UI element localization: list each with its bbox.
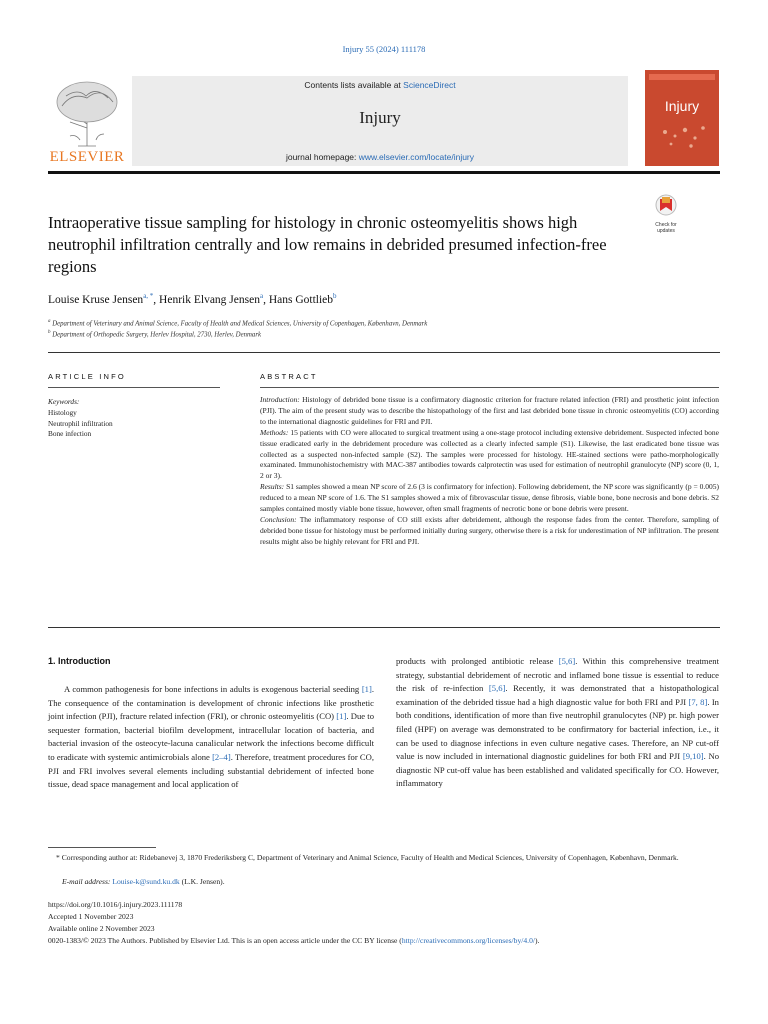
paragraph-text: A common pathogenesis for bone infections in adults is exogenous bacterial seeding xyxy=(64,684,362,694)
author-affiliation-mark[interactable]: a, * xyxy=(143,292,154,300)
citation-link[interactable]: [5,6] xyxy=(488,683,506,694)
paragraph-text: . In both conditions, identification of more than five neutrophil granulocytes (NP) pr. high power filed (HPF) on average was demonstrated to be confirmatory for bacterial infection, i.e., it can be used to diagnose infections in even culture negative cases. Therefore, an NP cut-off value is now included in international diagnostic guidelines for both FRI and PJI xyxy=(396,696,719,762)
elsevier-tree-icon xyxy=(48,76,126,148)
journal-reference[interactable]: Injury 55 (2024) 111178 xyxy=(342,44,426,54)
keyword-item: Histology xyxy=(48,407,77,417)
paragraph-text: . No diagnostic NP cut-off value has been established and validated specifically for CO. However, inflammatory xyxy=(396,751,719,789)
intro-paragraph-1 xyxy=(48,683,374,792)
citation-link[interactable]: [2–4] xyxy=(212,751,231,762)
journal-homepage-line: journal homepage: www.elsevier.com/locate/injury xyxy=(285,152,475,162)
article-info-label: ARTICLE INFO xyxy=(48,372,126,381)
cover-pattern-icon xyxy=(645,70,719,166)
author-affiliation-mark[interactable]: a xyxy=(259,292,264,300)
citation-link[interactable]: [1] xyxy=(361,684,372,694)
footnote-rule xyxy=(48,847,156,848)
abstract-body xyxy=(260,395,719,548)
citation-link[interactable]: [1] xyxy=(336,711,347,722)
sciencedirect-link[interactable]: ScienceDirect xyxy=(403,80,456,90)
crossmark-label: Check for updates xyxy=(655,222,677,234)
paragraph-text: . The consequence of the contamination is development of chronic infections like prosthetic joint infection (PJI), fracture related infection (FRI), or chronic osteomyelitis (CO) xyxy=(48,684,374,722)
abstract-divider xyxy=(48,627,720,628)
elsevier-logo xyxy=(48,76,126,166)
intro-left-column xyxy=(48,683,374,792)
affiliation-divider xyxy=(48,352,720,353)
paragraph-text: . Recently, it was demonstrated that a histopathological examination of the debrided tissue had a high diagnostic value for both FRI and PJI xyxy=(396,683,719,707)
abstract-methods: Methods: 15 patients with CO were allocated to surgical treatment using a one-stage protocol including extensive debridement. Suspected infected bone tissue eradicated early in the debridement procedure was collected as a clearly infected sample (S1). Likewise, the last eradicated bone tissue was collected as a suspected non-infected sample (S2). The samples were processed for histology. HE-stained sections were patho-morphologically examinated. Immunohistochemistry with MAC-387 antibodies towards calprotectin was used for estimation of neutrophil granulocyte (NP) score (0, 1, 2 or 3). xyxy=(260,427,719,481)
journal-homepage-link[interactable]: www.elsevier.com/locate/injury xyxy=(358,152,475,162)
contents-line: Contents lists available at ScienceDirect xyxy=(304,80,456,90)
article-info-rule xyxy=(48,387,220,388)
author-affiliation-mark[interactable]: b xyxy=(333,292,337,300)
keywords-label: Keywords: xyxy=(48,397,80,406)
paragraph-text: . Therefore, treatment procedures for CO, PJI and FRI involves several elements including substantial debridement of infected bone tissue, dead space management and local application of xyxy=(48,751,374,790)
intro-paragraph-2 xyxy=(396,655,719,791)
author-name: Louise Kruse Jensen xyxy=(48,293,144,306)
affiliation-b: $^b$ Department of Orthopedic Surgery, Herlev Hospital, 2730, Herlev, Denmark xyxy=(48,330,261,339)
abstract-conclusion: Conclusion: The inflammatory response of CO still exists after debridement, although the response fades from the center. Therefore, sampling of debrided bone tissue for histology must be performed initially during surgery, otherwise there is a risk for underestimation of NP infiltration. The present results might also be highly relevant for FRI and PJI. xyxy=(260,514,719,546)
author-name: Hans Gottlieb xyxy=(268,293,334,306)
crossmark-icon xyxy=(646,193,686,217)
keyword-item: Neutrophil infiltration xyxy=(48,418,113,428)
email-link[interactable]: Louise-k@sund.ku.dk xyxy=(112,877,180,886)
elsevier-wordmark: ELSEVIER xyxy=(49,149,125,165)
author-name: Henrik Elvang Jensen xyxy=(159,293,260,306)
paragraph-text: . Within this comprehensive treatment strategy, substantial debridement of necrotic and inflamed bone tissue is essential to reduce the risk of re-infection xyxy=(396,656,719,694)
intro-right-column xyxy=(396,655,719,791)
section-heading-introduction: 1. Introduction xyxy=(48,656,111,666)
header-divider xyxy=(48,171,720,174)
citation-link[interactable]: [5,6] xyxy=(558,656,576,666)
doi-link[interactable]: https://doi.org/10.1016/j.injury.2023.111178 xyxy=(48,900,183,909)
abstract-rule xyxy=(260,387,719,388)
keywords-block xyxy=(48,397,228,440)
abstract-label: ABSTRACT xyxy=(260,372,318,381)
citation-link[interactable]: [7, 8] xyxy=(688,696,708,707)
abstract-introduction: Introduction: Histology of debrided bone tissue is a confirmatory diagnostic criterion for fracture related infection (FRI) and prosthetic joint infection (PJI). The aim of the present study was to describe the histopathology of the first and last debrided bone tissue in chronic osteomyelitis (CO) according to the international diagnostic guidelines for FRI and PJI. xyxy=(260,395,720,426)
license-line: 0020-1383/© 2023 The Authors. Published by Elsevier Ltd. This is an open access article under the CC BY license (http://creativecommons.org/licenses/by/4.0/). xyxy=(48,936,540,945)
paragraph-text: . Due to sequester formation, bacterial biofilm development, intracellular location of bacteria, and bacterial invasion of the osteocyte-lacuna canalicular network the infections become difficult to eradicate with systemic antimicrobials alone xyxy=(48,711,374,762)
author-list: Louise Kruse Jensen$^{a, *}$, Henrik Elvang Jensen$^a$, Hans Gottlieb$^b$ xyxy=(48,292,337,306)
license-link[interactable]: http://creativecommons.org/licenses/by/4.0/ xyxy=(401,936,535,945)
check-for-updates-badge[interactable] xyxy=(646,193,686,234)
journal-cover xyxy=(645,70,719,166)
corresponding-author-note: * Corresponding author at: Ridebanevej 3, 1870 Frederiksberg C, Department of Veterinary and Animal Science, Faculty of Health and Medical Sciences, University of Copenhagen, København, Denmark. xyxy=(56,853,679,862)
keyword-item: Bone infection xyxy=(48,429,92,439)
abstract-results: Results: S1 samples showed a mean NP score of 2.6 (3 is confirmatory for infection). Following debridement, the NP score was significantly (p = 0.005) reduced to a mean NP score of 1.6. The S1 samples showed a mix of fibrovascular tissue, dense fibrosis, viable bone, bone necrosis and bone debris. S2 samples contained mostly viable bone tissue, however, often small fragments of necrotic bone or bone debris were present. xyxy=(260,482,719,514)
paragraph-text: products with prolonged antibiotic release xyxy=(396,656,559,666)
citation-link[interactable]: [9,10] xyxy=(682,751,704,762)
email-line: E-mail address: Louise-k@sund.ku.dk (L.K. Jensen). xyxy=(62,877,225,886)
available-online-date: Available online 2 November 2023 xyxy=(48,924,155,933)
journal-title: Injury xyxy=(359,108,401,127)
accepted-date: Accepted 1 November 2023 xyxy=(48,912,134,921)
affiliation-a: $^a$ Department of Veterinary and Animal Science, Faculty of Health and Medical Sciences, University of Copenhagen, København, Denmark xyxy=(48,319,428,328)
article-title: Intraoperative tissue sampling for histology in chronic osteomyelitis shows high neutrophil infiltration centrally and low remains in debrided presumed infection-free regions xyxy=(48,213,607,276)
cover-title: Injury xyxy=(664,98,700,114)
